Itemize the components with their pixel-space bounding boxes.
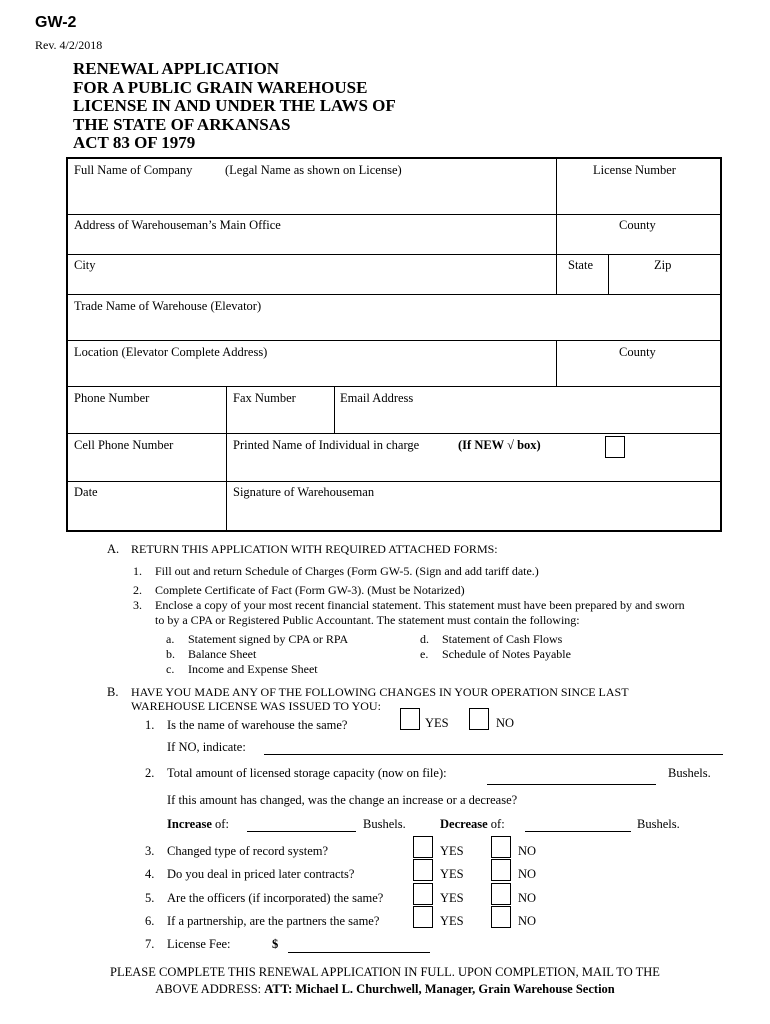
question-text: Are the officers (if incorporated) the same? bbox=[167, 891, 384, 905]
q5-no-checkbox[interactable] bbox=[491, 883, 511, 905]
fax-field[interactable]: Fax Number bbox=[233, 391, 296, 405]
footer-instructions bbox=[0, 964, 770, 998]
no-label: NO bbox=[518, 914, 537, 928]
subitem: Income and Expense Sheet bbox=[188, 662, 318, 676]
item-number: 2. bbox=[133, 583, 142, 597]
yes-label: YES bbox=[440, 844, 464, 858]
capacity-input-line[interactable] bbox=[487, 784, 656, 785]
footer-line bbox=[0, 981, 770, 998]
question-number: 1. bbox=[145, 718, 155, 732]
q1-no-checkbox[interactable] bbox=[469, 708, 489, 730]
list-item: Enclose a copy of your most recent financial statement. This statement must have been prepared by and sworn bbox=[155, 598, 685, 612]
title-line: FOR A PUBLIC GRAIN WAREHOUSE bbox=[73, 77, 368, 97]
zip-field[interactable]: Zip bbox=[654, 258, 672, 272]
location-county-field[interactable]: County bbox=[619, 345, 656, 359]
row-divider bbox=[68, 214, 720, 215]
question-number: 5. bbox=[145, 891, 155, 905]
decrease-input-line[interactable] bbox=[525, 831, 631, 832]
q3-yes-checkbox[interactable] bbox=[413, 836, 433, 858]
city-field[interactable]: City bbox=[74, 258, 96, 272]
question-text: Changed type of record system? bbox=[167, 844, 329, 858]
document-title bbox=[73, 60, 396, 153]
subitem-letter: c. bbox=[166, 662, 175, 676]
section-a-heading: RETURN THIS APPLICATION WITH REQUIRED ATTACHED FORMS: bbox=[131, 542, 498, 556]
cell-phone-field[interactable]: Cell Phone Number bbox=[74, 438, 174, 452]
email-field[interactable]: Email Address bbox=[340, 391, 414, 405]
decrease-label bbox=[440, 817, 505, 832]
subitem-letter: e. bbox=[420, 647, 429, 661]
increase-input-line[interactable] bbox=[247, 831, 356, 832]
trade-name-field[interactable]: Trade Name of Warehouse (Elevator) bbox=[74, 299, 262, 313]
item-number: 3. bbox=[133, 598, 142, 612]
yes-label: YES bbox=[440, 914, 464, 928]
date-field[interactable]: Date bbox=[74, 485, 98, 499]
increase-word: Increase bbox=[167, 817, 212, 831]
title-line: ACT 83 OF 1979 bbox=[73, 133, 196, 152]
application-form-table bbox=[66, 157, 722, 532]
q6-no-checkbox[interactable] bbox=[491, 906, 511, 928]
question-text: Do you deal in priced later contracts? bbox=[167, 867, 355, 881]
list-item: Fill out and return Schedule of Charges (Form GW-5. (Sign and add tariff date.) bbox=[155, 564, 539, 578]
q4-yes-checkbox[interactable] bbox=[413, 859, 433, 881]
q6-yes-checkbox[interactable] bbox=[413, 906, 433, 928]
bushels-label: Bushels. bbox=[637, 817, 680, 831]
list-item-continued: to by a CPA or Registered Public Accountant. The statement must contain the following: bbox=[155, 613, 580, 627]
col-divider bbox=[556, 159, 557, 214]
title-line: THE STATE OF ARKANSAS bbox=[73, 114, 291, 134]
if-no-input-line[interactable] bbox=[264, 754, 723, 755]
question-number: 7. bbox=[145, 937, 155, 951]
row-divider bbox=[68, 340, 720, 341]
item-number: 1. bbox=[133, 564, 142, 578]
subitem: Schedule of Notes Payable bbox=[442, 647, 571, 661]
title-line: LICENSE IN AND UNDER THE LAWS OF bbox=[73, 96, 396, 115]
section-a-letter: A. bbox=[107, 542, 120, 556]
subitem: Balance Sheet bbox=[188, 647, 257, 661]
new-checkbox[interactable] bbox=[605, 436, 625, 458]
increase-label bbox=[167, 817, 229, 832]
form-id: GW-2 bbox=[35, 14, 77, 31]
footer-line: PLEASE COMPLETE THIS RENEWAL APPLICATION IN FULL. UPON COMPLETION, MAIL TO THE bbox=[110, 965, 660, 979]
question-number: 3. bbox=[145, 844, 155, 858]
row-divider bbox=[68, 254, 720, 255]
col-divider bbox=[556, 254, 557, 294]
col-divider bbox=[334, 386, 335, 433]
location-field[interactable]: Location (Elevator Complete Address) bbox=[74, 345, 268, 359]
section-b-heading: WAREHOUSE LICENSE WAS ISSUED TO YOU: bbox=[131, 699, 381, 713]
revision-date: Rev. 4/2/2018 bbox=[35, 38, 103, 52]
signature-field[interactable]: Signature of Warehouseman bbox=[233, 485, 375, 499]
subitem-letter: b. bbox=[166, 647, 175, 661]
if-no-label: If NO, indicate: bbox=[167, 740, 246, 754]
of-label: of: bbox=[211, 817, 229, 831]
main-office-address-field[interactable]: Address of Warehouseman’s Main Office bbox=[74, 218, 281, 232]
decrease-word: Decrease bbox=[440, 817, 488, 831]
printed-name-field[interactable]: Printed Name of Individual in charge bbox=[233, 438, 420, 452]
question-number: 2. bbox=[145, 766, 155, 780]
question-text: Total amount of licensed storage capacity (now on file): bbox=[167, 766, 447, 780]
question-text: License Fee: bbox=[167, 937, 231, 951]
license-number-field[interactable]: License Number bbox=[593, 163, 676, 177]
if-new-note: (If NEW √ box) bbox=[458, 438, 541, 452]
phone-field[interactable]: Phone Number bbox=[74, 391, 150, 405]
question-number: 6. bbox=[145, 914, 155, 928]
subitem-letter: a. bbox=[166, 632, 175, 646]
row-divider bbox=[68, 386, 720, 387]
subitem: Statement signed by CPA or RPA bbox=[188, 632, 349, 646]
row-divider bbox=[68, 294, 720, 295]
section-b-heading: HAVE YOU MADE ANY OF THE FOLLOWING CHANGES IN YOUR OPERATION SINCE LAST bbox=[131, 685, 629, 699]
row-divider bbox=[68, 481, 720, 482]
state-field[interactable]: State bbox=[568, 258, 593, 272]
company-name-field[interactable]: Full Name of Company bbox=[74, 163, 193, 177]
footer-attention: ATT: Michael L. Churchwell, Manager, Grain Warehouse Section bbox=[264, 982, 615, 996]
yes-label: YES bbox=[440, 891, 464, 905]
dollar-sign: $ bbox=[272, 937, 279, 951]
q4-no-checkbox[interactable] bbox=[491, 859, 511, 881]
bushels-label: Bushels. bbox=[668, 766, 711, 780]
col-divider bbox=[556, 214, 557, 254]
col-divider bbox=[556, 340, 557, 386]
row-divider bbox=[68, 433, 720, 434]
title-line: RENEWAL APPLICATION bbox=[73, 59, 280, 78]
q1-yes-checkbox[interactable] bbox=[400, 708, 420, 730]
bushels-label: Bushels. bbox=[363, 817, 406, 831]
col-divider bbox=[226, 386, 227, 531]
col-divider bbox=[608, 254, 609, 294]
list-item: Complete Certificate of Fact (Form GW-3). (Must be Notarized) bbox=[155, 583, 465, 597]
section-b-letter: B. bbox=[107, 685, 119, 699]
license-fee-input-line[interactable] bbox=[288, 952, 430, 953]
no-label: NO bbox=[518, 891, 537, 905]
q5-yes-checkbox[interactable] bbox=[413, 883, 433, 905]
no-label: NO bbox=[496, 716, 515, 730]
company-name-note: (Legal Name as shown on License) bbox=[225, 163, 402, 177]
question-text: If this amount has changed, was the change an increase or a decrease? bbox=[167, 793, 518, 807]
yes-label: YES bbox=[440, 867, 464, 881]
subitem: Statement of Cash Flows bbox=[442, 632, 563, 646]
q3-no-checkbox[interactable] bbox=[491, 836, 511, 858]
question-number: 4. bbox=[145, 867, 155, 881]
no-label: NO bbox=[518, 844, 537, 858]
footer-prefix: ABOVE ADDRESS: bbox=[155, 982, 265, 996]
yes-label: YES bbox=[425, 716, 449, 730]
question-text: If a partnership, are the partners the same? bbox=[167, 914, 380, 928]
subitem-letter: d. bbox=[420, 632, 429, 646]
of-label: of: bbox=[487, 817, 505, 831]
county-field[interactable]: County bbox=[619, 218, 656, 232]
question-text: Is the name of warehouse the same? bbox=[167, 718, 348, 732]
no-label: NO bbox=[518, 867, 537, 881]
